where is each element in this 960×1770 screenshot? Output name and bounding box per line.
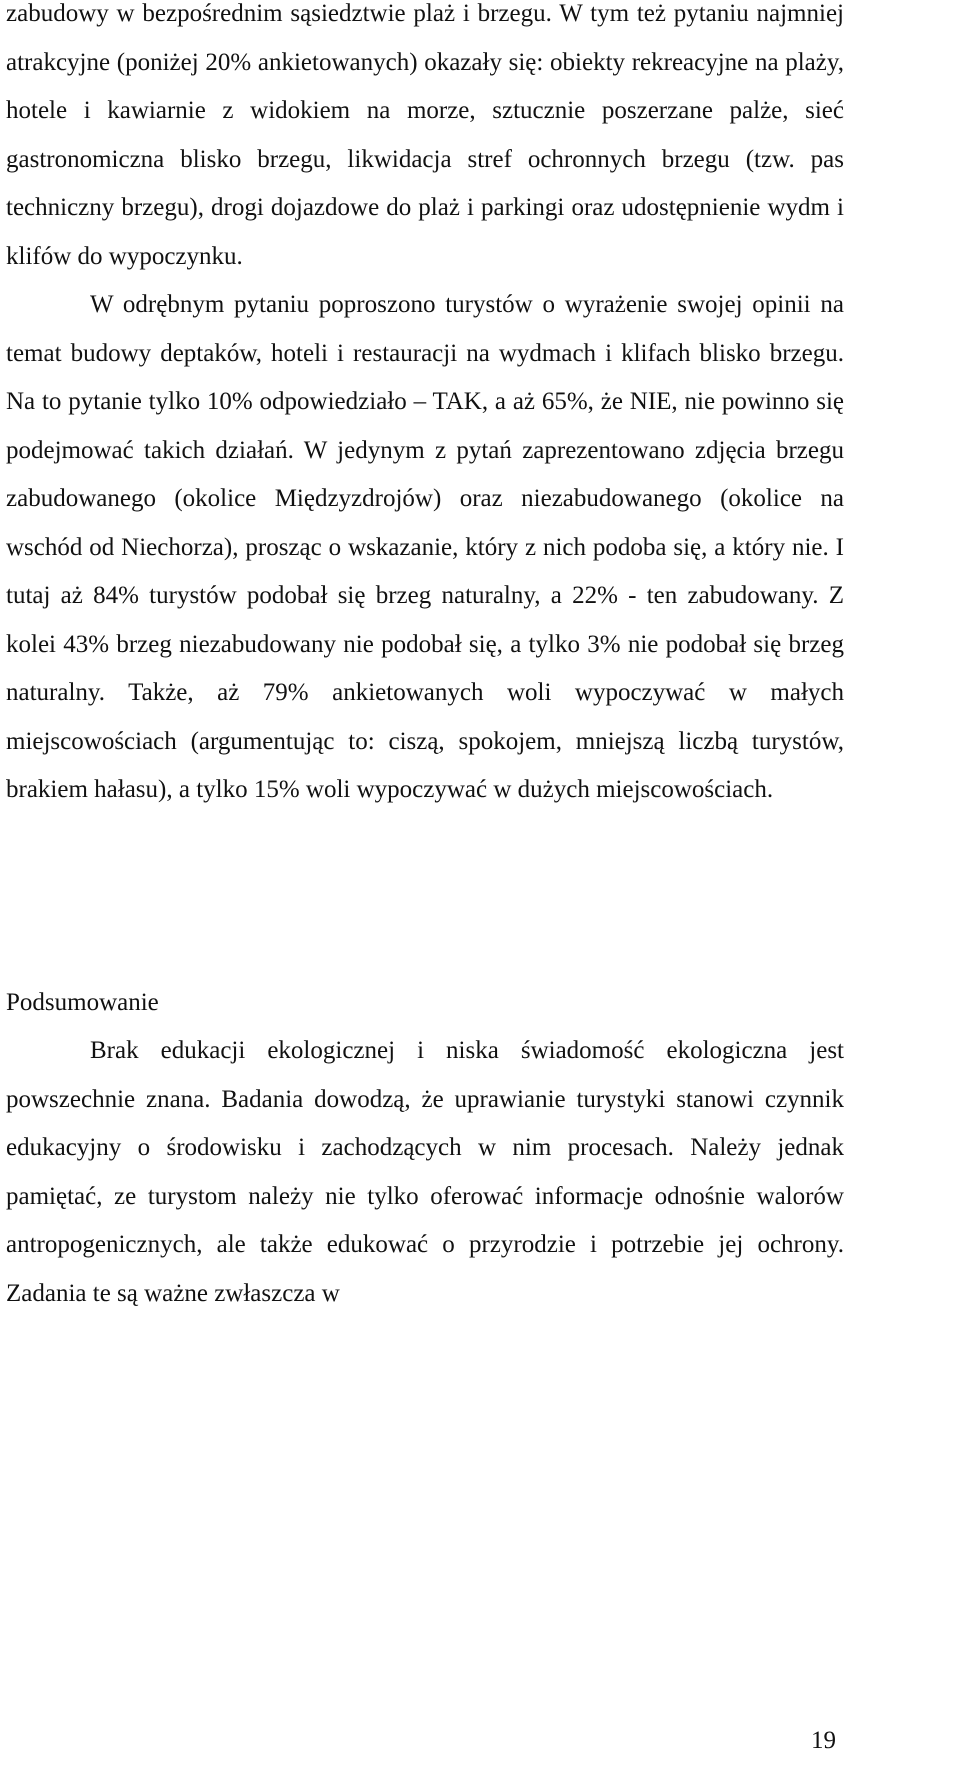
body-section xyxy=(6,0,844,815)
page-number: 19 xyxy=(811,1727,836,1754)
summary-paragraph: Brak edukacji ekologicznej i niska świadomość ekologiczna jest powszechnie znana. Badania dowodzą, że uprawianie turystyki stanowi czynnik edukacyjny o środowisku i zachodzących w nim procesach. Należy jednak pamiętać, ze turystom należy nie tylko oferować informacje odnośnie walorów antropogenicznych, ale także edukować o przyrodzie i potrzebie jej ochrony. Zadania te są ważne zwłaszcza w xyxy=(6,1037,844,1307)
body-paragraph-1: zabudowy w bezpośrednim sąsiedztwie plaż i brzegu. W tym też pytaniu najmniej atrakcyjne (poniżej 20% ankietowanych) okazały się: obiekty rekreacyjne na plaży, hotele i kawiarnie z widokiem na morze, sztucznie poszerzane palże, sieć gastronomiczna blisko brzegu, likwidacja stref ochronnych brzegu (tzw. pas techniczny brzegu), drogi dojazdowe do plaż i parkingi oraz udostępnienie wydm i klifów do wypoczynku. xyxy=(6,0,844,270)
body-paragraph-2: W odrębnym pytaniu poproszono turystów o wyrażenie swojej opinii na temat budowy deptaków, hoteli i restauracji na wydmach i klifach blisko brzegu. Na to pytanie tylko 10% odpowiedziało – TAK, a aż 65%, że NIE, nie powinno się podejmować takich działań. W jedynym z pytań zaprezentowano zdjęcia brzegu zabudowanego (okolice Międzyzdrojów) oraz niezabudowanego (okolice na wschód od Niechorza), prosząc o wskazanie, który z nich podoba się, a który nie. I tutaj aż 84% turystów podobał się brzeg naturalny, a 22% - ten zabudowany. Z kolei 43% brzeg niezabudowany nie podobał się, a tylko 3% nie podobał się brzeg naturalny. Także, aż 79% ankietowanych woli wypoczywać w małych miejscowościach (argumentując to: ciszą, spokojem, mniejszą liczbą turystów, brakiem hałasu), a tylko 15% woli wypoczywać w dużych miejscowościach. xyxy=(6,291,844,803)
section-heading: Podsumowanie xyxy=(6,989,159,1016)
